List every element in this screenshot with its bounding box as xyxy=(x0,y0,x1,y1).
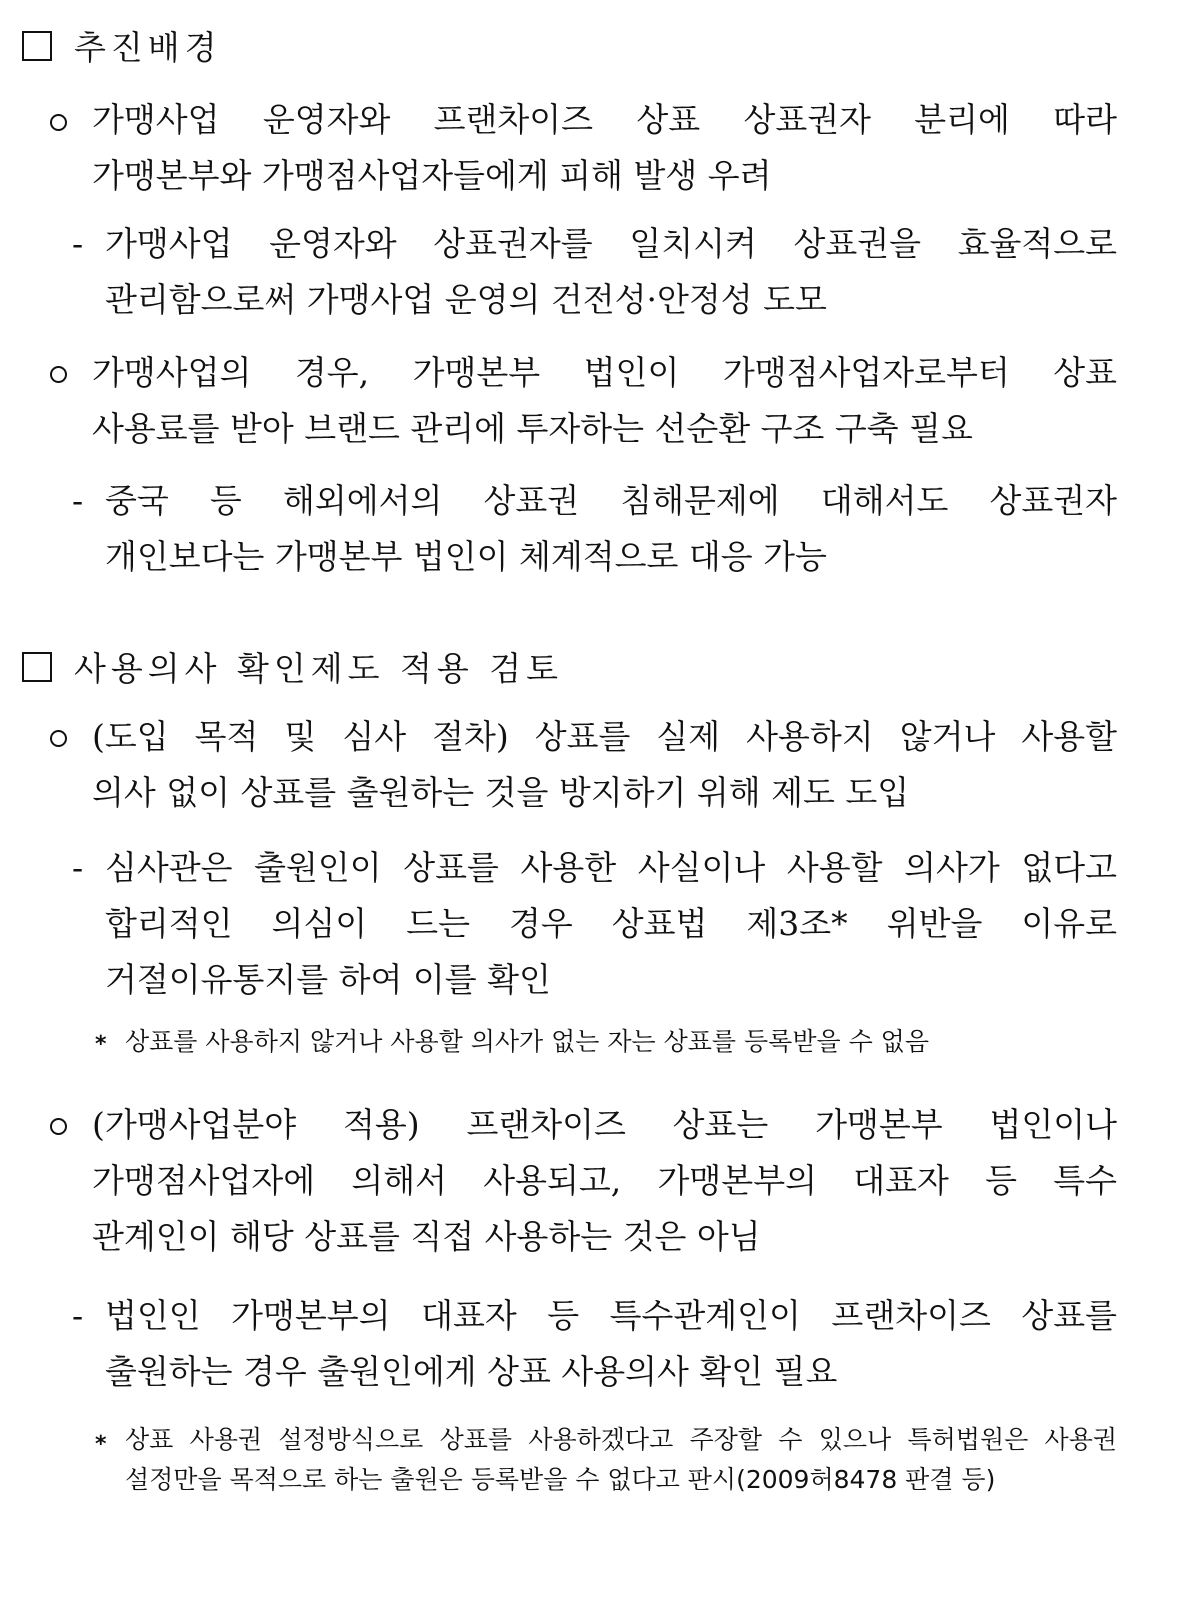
footnote xyxy=(125,1420,1117,1500)
paragraph-line: 법인인 가맹본부의 대표자 등 특수관계인이 프랜차이즈 상표를 xyxy=(105,1296,1117,1335)
bullet-paragraph xyxy=(92,1097,1117,1265)
paragraph-line: 가맹사업 운영자와 프랜차이즈 상표 상표권자 분리에 따라 xyxy=(92,100,1117,139)
paragraph-line: 관계인이 해당 상표를 직접 사용하는 것은 아님 xyxy=(92,1217,761,1256)
paragraph-line: 가맹본부와 가맹점사업자들에게 피해 발생 우려 xyxy=(92,156,772,195)
section-heading-background xyxy=(22,22,222,69)
dash-marker: - xyxy=(72,1296,84,1335)
note-asterisk: * xyxy=(95,1032,107,1057)
bullet-paragraph xyxy=(92,709,1117,821)
paragraph-line: 개인보다는 가맹본부 법인이 체계적으로 대응 가능 xyxy=(105,537,827,576)
paragraph-line: (도입 목적 및 심사 절차) 상표를 실제 사용하지 않거나 사용할 xyxy=(92,717,1117,756)
dash-marker: - xyxy=(72,224,84,263)
dash-paragraph xyxy=(105,216,1117,328)
section-heading-review xyxy=(22,643,563,690)
note-asterisk: * xyxy=(95,1432,107,1457)
circle-bullet-icon xyxy=(50,1118,67,1135)
paragraph-line: 가맹점사업자에 의해서 사용되고, 가맹본부의 대표자 등 특수 xyxy=(92,1161,1117,1200)
bullet-paragraph xyxy=(92,345,1117,457)
paragraph-line: 관리함으로써 가맹사업 운영의 건전성·안정성 도모 xyxy=(105,280,827,319)
bullet-paragraph xyxy=(92,92,1117,204)
paragraph-line: 사용료를 받아 브랜드 관리에 투자하는 선순환 구조 구축 필요 xyxy=(92,409,973,448)
checkbox-icon xyxy=(22,652,52,682)
paragraph-line: 중국 등 해외에서의 상표권 침해문제에 대해서도 상표권자 xyxy=(105,481,1117,520)
section-heading-text: 추진배경 xyxy=(74,28,222,67)
footnote-line: 상표를 사용하지 않거나 사용할 의사가 없는 자는 상표를 등록받을 수 없음 xyxy=(125,1027,929,1056)
checkbox-icon xyxy=(22,31,52,61)
dash-paragraph xyxy=(105,840,1117,1008)
dash-paragraph xyxy=(105,473,1117,585)
paragraph-line: 가맹사업 운영자와 상표권자를 일치시켜 상표권을 효율적으로 xyxy=(105,224,1117,263)
paragraph-line: 심사관은 출원인이 상표를 사용한 사실이나 사용할 의사가 없다고 xyxy=(105,848,1117,887)
paragraph-line: 출원하는 경우 출원인에게 상표 사용의사 확인 필요 xyxy=(105,1352,838,1391)
circle-bullet-icon xyxy=(50,730,67,747)
dash-paragraph xyxy=(105,1288,1117,1400)
paragraph-line: 의사 없이 상표를 출원하는 것을 방지하기 위해 제도 도입 xyxy=(92,773,910,812)
footnote-line: 상표 사용권 설정방식으로 상표를 사용하겠다고 주장할 수 있으나 특허법원은 사용권 xyxy=(125,1425,1117,1454)
circle-bullet-icon xyxy=(50,114,67,131)
paragraph-line: 합리적인 의심이 드는 경우 상표법 제3조* 위반을 이유로 xyxy=(105,904,1117,943)
paragraph-line: 가맹사업의 경우, 가맹본부 법인이 가맹점사업자로부터 상표 xyxy=(92,353,1117,392)
paragraph-line: 거절이유통지를 하여 이를 확인 xyxy=(105,960,551,999)
dash-marker: - xyxy=(72,481,84,520)
section-heading-text: 사용의사 확인제도 적용 검토 xyxy=(74,649,564,688)
circle-bullet-icon xyxy=(50,366,67,383)
paragraph-line: (가맹사업분야 적용) 프랜차이즈 상표는 가맹본부 법인이나 xyxy=(92,1105,1117,1144)
footnote-line: 설정만을 목적으로 하는 출원은 등록받을 수 없다고 판시(2009허8478 판결 등) xyxy=(125,1465,996,1494)
dash-marker: - xyxy=(72,848,84,887)
footnote xyxy=(125,1022,1117,1062)
